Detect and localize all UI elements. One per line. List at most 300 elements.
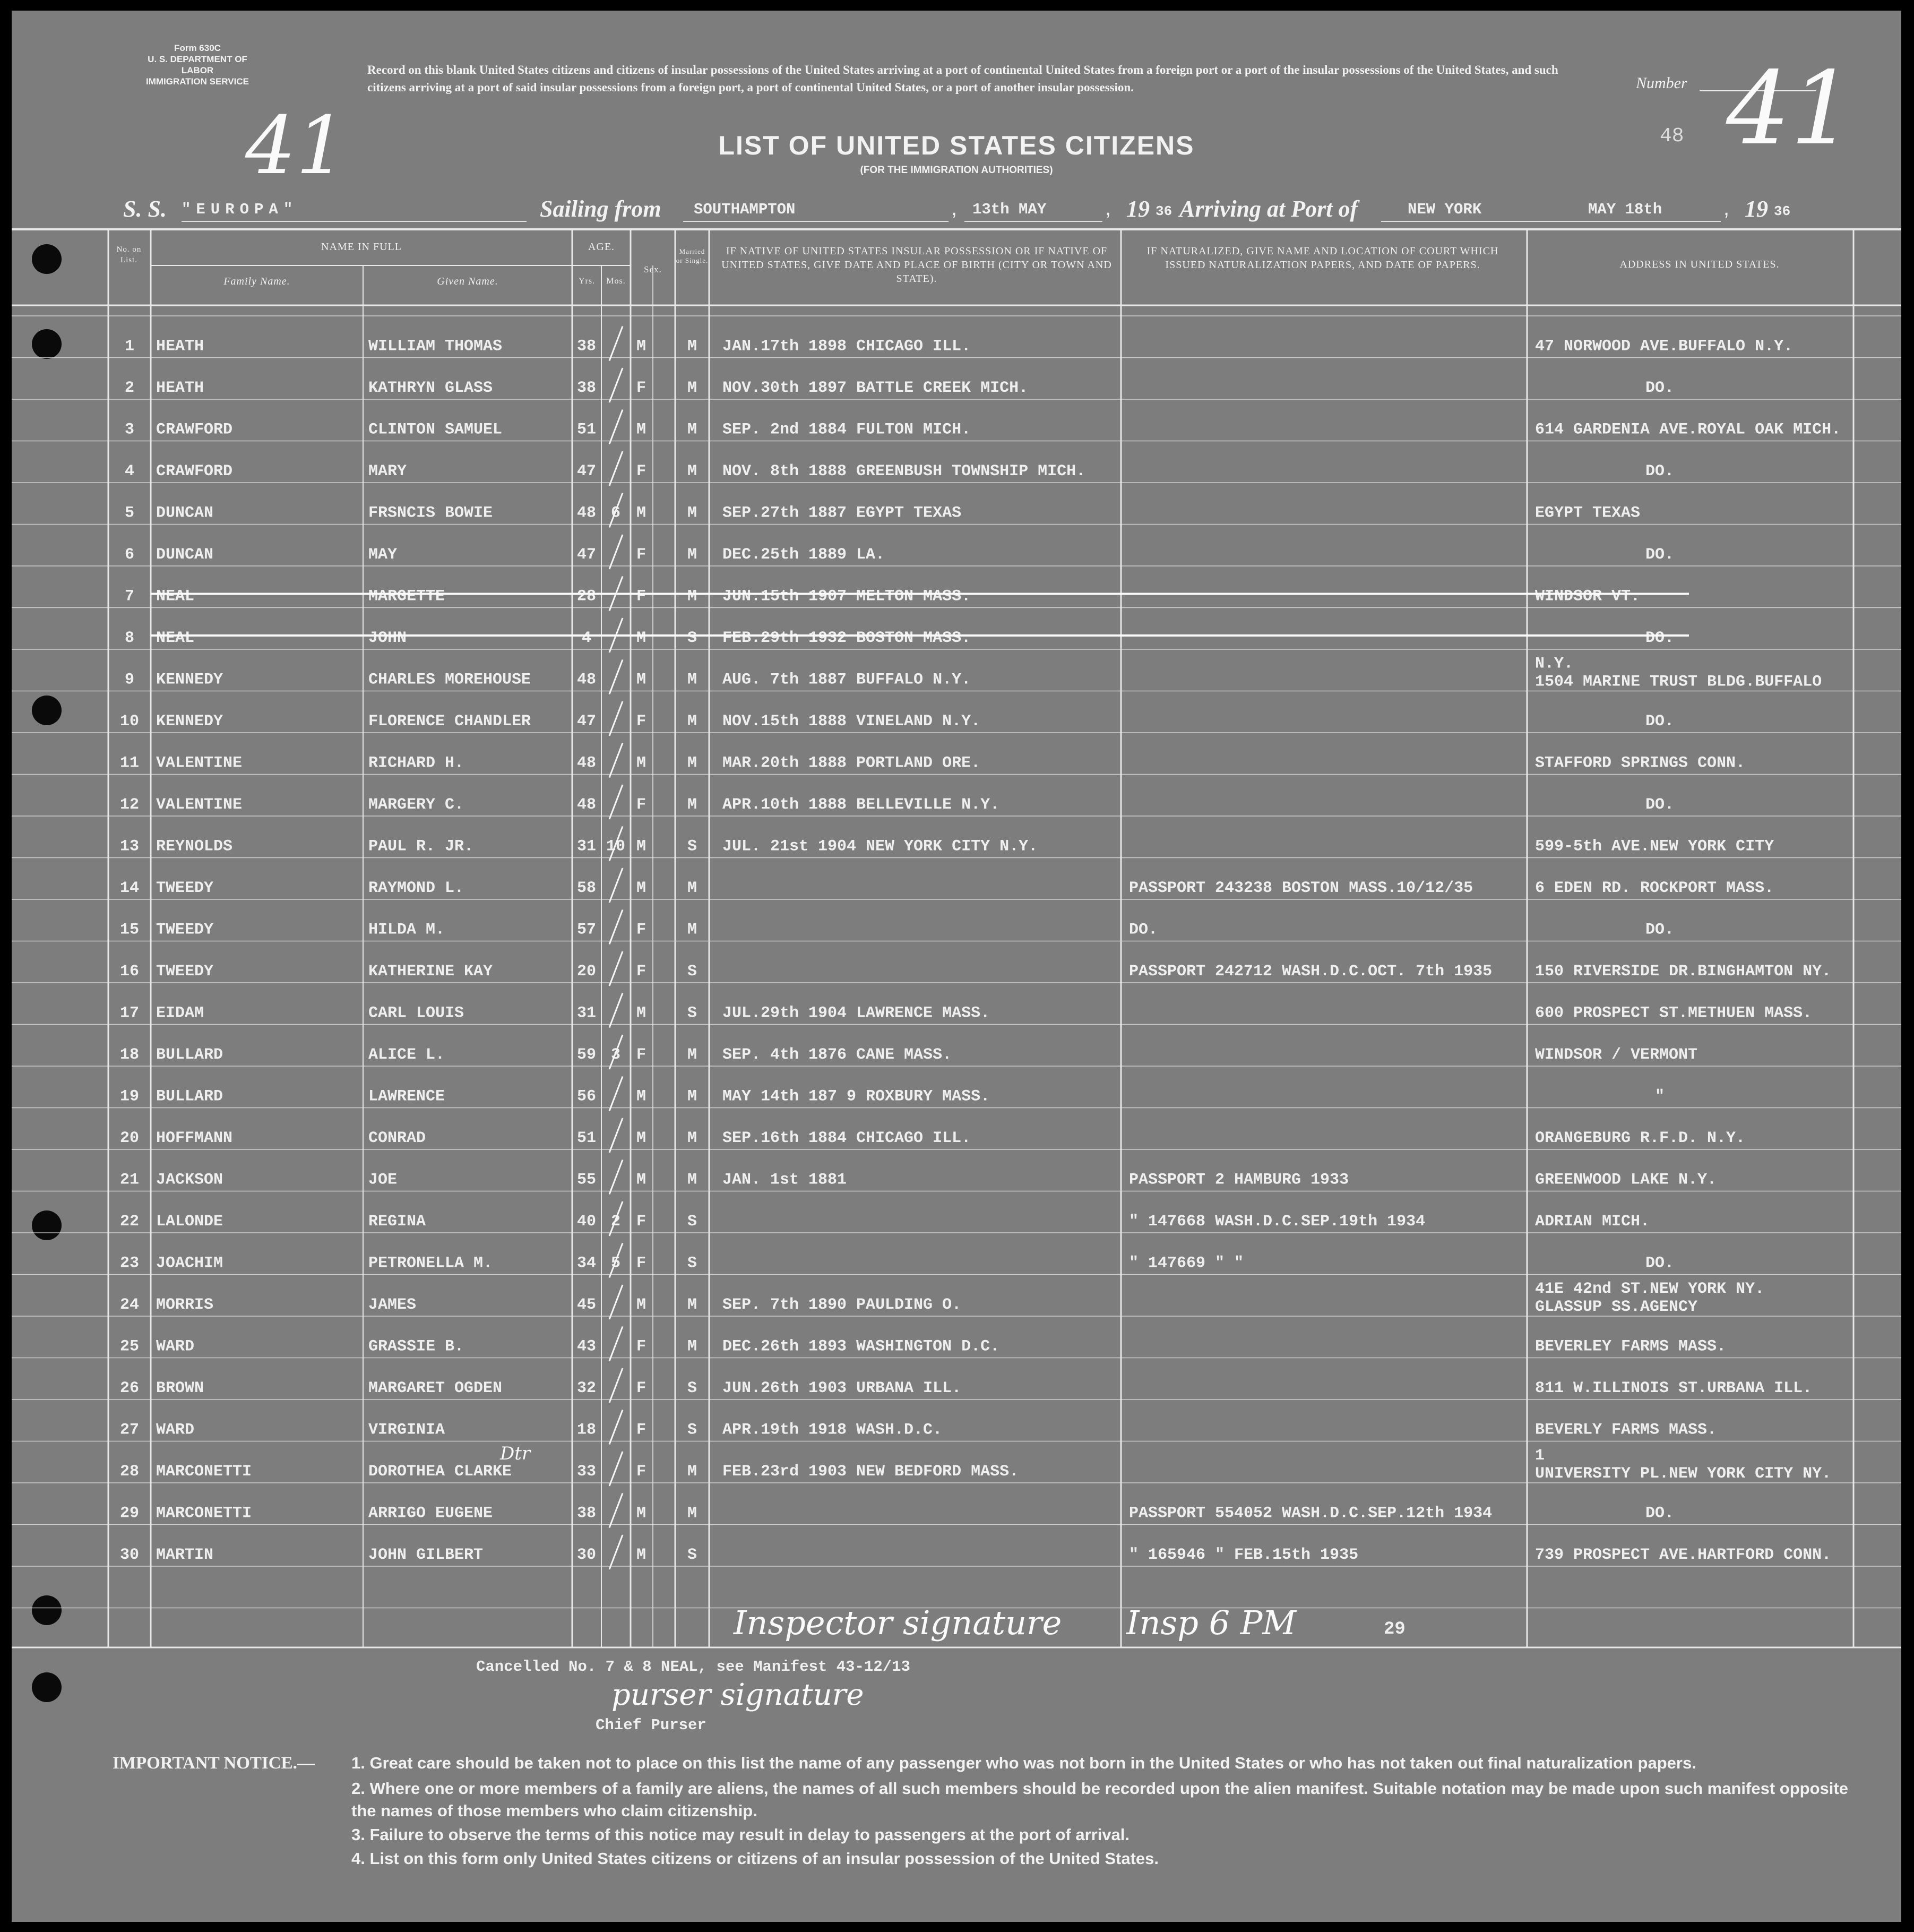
age-years: 4 (581, 629, 592, 647)
sex: M (636, 420, 646, 439)
address: 47 NORWOOD AVE.BUFFALO N.Y. (1535, 337, 1794, 356)
inspector-tick-mark (609, 1118, 623, 1153)
col-header-birth: IF NATIVE OF UNITED STATES INSULAR POSSESSION OR IF NATIVE OF UNITED STATES, GIVE DATE AND PLACE OF BIRTH (CITY OR TOWN AND STATE). (721, 245, 1112, 285)
given-name: ALICE L. (368, 1046, 445, 1064)
marital-status: M (687, 1296, 697, 1314)
marital-status: M (687, 879, 697, 897)
birth-info: MAR.20th 1888 PORTLAND ORE. (722, 754, 981, 772)
age-months: 5 (610, 1254, 621, 1273)
given-name: FRSNCIS BOWIE (368, 504, 493, 522)
age-years: 28 (576, 587, 597, 606)
sailing-from-label: Sailing from (540, 196, 661, 222)
notice-3: 3. Failure to observe the terms of this notice may result in delay to passengers at the port of arrival. (351, 1825, 1130, 1844)
row-number: 18 (119, 1046, 140, 1064)
birth-info: DEC.25th 1889 LA. (722, 546, 885, 564)
inspector-tick-mark (609, 368, 623, 402)
marital-status: S (687, 963, 697, 981)
arrive-date: MAY 18th (1588, 201, 1662, 218)
inspector-tick-mark (609, 1410, 623, 1445)
sex: F (636, 921, 646, 939)
address: UNIVERSITY PL.NEW YORK CITY NY. (1535, 1465, 1832, 1483)
family-name: NEAL (156, 587, 195, 606)
given-name: LAWRENCE (368, 1087, 445, 1106)
notice-4: 4. List on this form only United States citizens or citizens of an insular possession of the United States. (351, 1849, 1159, 1868)
family-name: VALENTINE (156, 754, 243, 772)
inspector-tick-mark (609, 1285, 623, 1319)
family-name: BULLARD (156, 1087, 223, 1106)
marital-status: M (687, 671, 697, 689)
age-years: 40 (576, 1213, 597, 1231)
birth-info: SEP. 2nd 1884 FULTON MICH. (722, 420, 971, 439)
age-years: 47 (576, 712, 597, 731)
address: 739 PROSPECT AVE.HARTFORD CONN. (1535, 1546, 1832, 1564)
ship-name: "EUROPA" (182, 201, 298, 218)
given-name: CONRAD (368, 1129, 426, 1147)
family-name: EIDAM (156, 1004, 204, 1023)
age-years: 45 (576, 1296, 597, 1314)
row-number: 8 (124, 629, 135, 647)
given-name: CHARLES MOREHOUSE (368, 671, 531, 689)
age-years: 48 (576, 754, 597, 772)
ss-label: S. S. (123, 196, 167, 222)
arrive-port: NEW YORK (1408, 201, 1482, 218)
family-name: HEATH (156, 337, 204, 356)
sex: M (636, 837, 646, 856)
given-name: JOHN (368, 629, 407, 647)
address: BEVERLEY FARMS MASS. (1535, 1337, 1727, 1356)
age-months: 6 (610, 504, 621, 522)
inspector-tick-mark (609, 535, 623, 569)
service: IMMIGRATION SERVICE (146, 76, 249, 87)
inspector-tick-mark (609, 743, 623, 778)
number-label: Number (1636, 74, 1687, 92)
family-name: LALONDE (156, 1213, 223, 1231)
row-number: 21 (119, 1171, 140, 1189)
age-years: 55 (576, 1171, 597, 1189)
col-header-address: ADDRESS IN UNITED STATES. (1619, 259, 1780, 270)
sex: F (636, 963, 646, 981)
inspector-tick-mark (609, 451, 623, 486)
sex: F (636, 712, 646, 731)
marital-status: M (687, 1504, 697, 1523)
row-number: 11 (119, 754, 140, 772)
address: DO. (1645, 1504, 1675, 1523)
naturalization-info: " 147669 " " (1129, 1254, 1244, 1273)
family-name: CRAWFORD (156, 462, 233, 480)
inspector-tick-mark (609, 868, 623, 903)
birth-info: JUN.15th 1907 MELTON MASS. (722, 587, 971, 606)
marital-status: S (687, 1213, 697, 1231)
sex: F (636, 546, 646, 564)
inspector-tick-mark (609, 660, 623, 694)
family-name: CRAWFORD (156, 420, 233, 439)
row-number: 15 (119, 921, 140, 939)
inspector-tick-mark (609, 993, 623, 1028)
marital-status: S (687, 837, 697, 856)
naturalization-info: PASSPORT 243238 BOSTON MASS.10/12/35 (1129, 879, 1473, 897)
naturalization-info: " 147668 WASH.D.C.SEP.19th 1934 (1129, 1213, 1426, 1231)
sex: M (636, 504, 646, 522)
age-years: 51 (576, 1129, 597, 1147)
row-number: 16 (119, 963, 140, 981)
address: 600 PROSPECT ST.METHUEN MASS. (1535, 1004, 1813, 1023)
address: BEVERLY FARMS MASS. (1535, 1421, 1717, 1439)
marital-status: M (687, 337, 697, 356)
col-header-yrs: Yrs. (578, 277, 596, 286)
marital-status: S (687, 1379, 697, 1397)
row-number: 25 (119, 1337, 140, 1356)
row-number: 10 (119, 712, 140, 731)
given-name: MARGARET OGDEN (368, 1379, 503, 1397)
family-name: JACKSON (156, 1171, 223, 1189)
address: DO. (1645, 629, 1675, 647)
col-header-mos: Mos. (606, 277, 626, 286)
col-header-sex: Sex. (644, 264, 662, 274)
sail-year: 36 (1156, 203, 1172, 219)
birth-info: JUL.29th 1904 LAWRENCE MASS. (722, 1004, 990, 1023)
col-header-family: Family Name. (223, 276, 290, 287)
address: 811 W.ILLINOIS ST.URBANA ILL. (1535, 1379, 1813, 1397)
inspector-tick-mark (609, 951, 623, 986)
form-title: LIST OF UNITED STATES CITIZENS (718, 131, 1195, 160)
given-name: MARGERY C. (368, 796, 464, 814)
sex: M (636, 1546, 646, 1564)
notice-title: IMPORTANT NOTICE.— (113, 1754, 315, 1773)
inspector-tick-mark (609, 327, 623, 361)
col-header-married: Married or Single. (676, 247, 709, 264)
given-name: PAUL R. JR. (368, 837, 474, 856)
address-line-2: 41E 42nd ST.NEW YORK NY. (1535, 1280, 1765, 1298)
inspector-tick-mark (609, 1452, 623, 1486)
given-name: JAMES (368, 1296, 417, 1314)
birth-info: DEC.26th 1893 WASHINGTON D.C. (722, 1337, 1000, 1356)
marital-status: M (687, 379, 697, 397)
sex: F (636, 1421, 646, 1439)
sex: M (636, 629, 646, 647)
sex: M (636, 1004, 646, 1023)
sex: F (636, 462, 646, 480)
age-months: 2 (610, 1213, 621, 1231)
family-name: HOFFMANN (156, 1129, 233, 1147)
form-subtitle: (FOR THE IMMIGRATION AUTHORITIES) (860, 165, 1053, 176)
inspector-tick-mark (609, 1077, 623, 1111)
handwritten-corner-number: 41 (245, 100, 347, 192)
sail-date: 13th MAY (972, 201, 1047, 218)
age-years: 48 (576, 671, 597, 689)
row-number: 2 (124, 379, 135, 397)
address: DO. (1645, 796, 1675, 814)
row-number: 22 (119, 1213, 140, 1231)
row-number: 26 (119, 1379, 140, 1397)
address: DO. (1645, 462, 1675, 480)
naturalization-info: " 165946 " FEB.15th 1935 (1129, 1546, 1359, 1564)
given-name: HILDA M. (368, 921, 445, 939)
sex: F (636, 1463, 646, 1481)
marital-status: M (687, 1463, 697, 1481)
marital-status: M (687, 546, 697, 564)
address: 1504 MARINE TRUST BLDG.BUFFALO (1535, 673, 1822, 691)
from-port: SOUTHAMPTON (694, 201, 796, 218)
birth-info: SEP. 7th 1890 PAULDING O. (722, 1296, 962, 1314)
inspector-tick-mark (609, 701, 623, 736)
inspector-tick-mark (609, 1160, 623, 1195)
purser-signature: purser signature (611, 1678, 864, 1712)
sex: M (636, 1504, 646, 1523)
address: EGYPT TEXAS (1535, 504, 1641, 522)
given-name: DOROTHEA CLARKE (368, 1463, 512, 1481)
row-number: 23 (119, 1254, 140, 1273)
age-years: 59 (576, 1046, 597, 1064)
col-header-no: No. on List. (116, 245, 142, 264)
age-years: 31 (576, 837, 597, 856)
family-name: MARCONETTI (156, 1463, 252, 1481)
inspector-signature: Inspector signature (734, 1603, 1062, 1642)
sex: M (636, 671, 646, 689)
given-name: GRASSIE B. (368, 1337, 464, 1356)
given-name: MARY (368, 462, 407, 480)
address: " (1654, 1087, 1665, 1106)
given-name: KATHRYN GLASS (368, 379, 493, 397)
inspector-tick-mark (609, 410, 623, 444)
address: WINDSOR VT. (1535, 587, 1641, 606)
marital-status: M (687, 1337, 697, 1356)
year-prefix-2: 19 (1745, 196, 1768, 222)
given-name: RICHARD H. (368, 754, 464, 772)
family-name: MARTIN (156, 1546, 214, 1564)
address: 6 EDEN RD. ROCKPORT MASS. (1535, 879, 1774, 897)
birth-info: JAN.17th 1898 CHICAGO ILL. (722, 337, 971, 356)
age-years: 32 (576, 1379, 597, 1397)
family-name: TWEEDY (156, 879, 214, 897)
given-name: MARGETTE (368, 587, 445, 606)
row-number: 30 (119, 1546, 140, 1564)
year-prefix-1: 19 (1126, 196, 1150, 222)
marital-status: M (687, 712, 697, 731)
birth-info: SEP.27th 1887 EGYPT TEXAS (722, 504, 962, 522)
age-years: 43 (576, 1337, 597, 1356)
sex: M (636, 879, 646, 897)
family-name: NEAL (156, 629, 195, 647)
age-years: 33 (576, 1463, 597, 1481)
birth-info: FEB.29th 1932 BOSTON MASS. (722, 629, 971, 647)
sex: M (636, 337, 646, 356)
row-number: 19 (119, 1087, 140, 1106)
birth-info: APR.19th 1918 WASH.D.C. (722, 1421, 943, 1439)
sex: M (636, 1296, 646, 1314)
row-number: 4 (124, 462, 135, 480)
row-number: 29 (119, 1504, 140, 1523)
age-years: 38 (576, 1504, 597, 1523)
age-years: 18 (576, 1421, 597, 1439)
row-number: 24 (119, 1296, 140, 1314)
age-years: 48 (576, 504, 597, 522)
age-years: 38 (576, 379, 597, 397)
sex: F (636, 1337, 646, 1356)
family-name: HEATH (156, 379, 204, 397)
age-years: 57 (576, 921, 597, 939)
family-name: MARCONETTI (156, 1504, 252, 1523)
row-number: 14 (119, 879, 140, 897)
birth-info: APR.10th 1888 BELLEVILLE N.Y. (722, 796, 1000, 814)
family-name: WARD (156, 1337, 195, 1356)
family-name: KENNEDY (156, 712, 223, 731)
row-number: 5 (124, 504, 135, 522)
family-name: DUNCAN (156, 504, 214, 522)
age-months: 3 (610, 1046, 621, 1064)
sex: F (636, 1046, 646, 1064)
family-name: REYNOLDS (156, 837, 233, 856)
sex: F (636, 1379, 646, 1397)
cancelled-note: Cancelled No. 7 & 8 NEAL, see Manifest 43-12/13 (476, 1658, 910, 1676)
marital-status: S (687, 1004, 697, 1023)
birth-info: NOV.15th 1888 VINELAND N.Y. (722, 712, 981, 731)
given-name: REGINA (368, 1213, 426, 1231)
inspector-tick-mark (609, 1535, 623, 1569)
sex: M (636, 1129, 646, 1147)
inspector-tick-mark (609, 785, 623, 819)
row-number: 7 (124, 587, 135, 606)
birth-info: SEP. 4th 1876 CANE MASS. (722, 1046, 952, 1064)
voyage-line: S. S. "EUROPA" Sailing from SOUTHAMPTON , 13th MAY , 19 36 Arriving at Port of NEW YORK MAY 18th , 19 36 (123, 196, 1791, 222)
family-name: KENNEDY (156, 671, 223, 689)
birth-info: NOV.30th 1897 BATTLE CREEK MICH. (722, 379, 1029, 397)
naturalization-info: PASSPORT 2 HAMBURG 1933 (1129, 1171, 1349, 1189)
given-name: KATHERINE KAY (368, 963, 493, 981)
manifest-sheet (12, 11, 1901, 1922)
row-number: 9 (124, 671, 135, 689)
sex: F (636, 379, 646, 397)
row-number: 13 (119, 837, 140, 856)
address: DO. (1645, 712, 1675, 731)
sex: F (636, 587, 646, 606)
address: GREENWOOD LAKE N.Y. (1535, 1171, 1717, 1189)
address: DO. (1645, 921, 1675, 939)
naturalization-info: PASSPORT 554052 WASH.D.C.SEP.12th 1934 (1129, 1504, 1493, 1523)
address: WINDSOR / VERMONT (1535, 1046, 1698, 1064)
department: U. S. DEPARTMENT OF LABOR (148, 54, 247, 75)
family-name: WARD (156, 1421, 195, 1439)
age-years: 48 (576, 796, 597, 814)
address: 599-5th AVE.NEW YORK CITY (1535, 837, 1774, 856)
inspector-tick-mark (609, 1493, 623, 1528)
given-name: CARL LOUIS (368, 1004, 464, 1023)
address: 150 RIVERSIDE DR.BINGHAMTON NY. (1535, 963, 1832, 981)
given-name: MAY (368, 546, 398, 564)
family-name: MORRIS (156, 1296, 214, 1314)
age-years: 56 (576, 1087, 597, 1106)
marital-status: M (687, 1046, 697, 1064)
form-instructions: Record on this blank United States citizens and citizens of insular possessions of the United States arriving at a port of continental United States from a foreign port or a port of the insular possessions of the United States, and such citizens arriving at a port of said insular possessions from a foreign port, a port of continental United States, or a port of another insular possession. (367, 63, 1558, 94)
address: DO. (1645, 379, 1675, 397)
marital-status: M (687, 1129, 697, 1147)
col-header-name-in-full: NAME IN FULL (321, 241, 402, 253)
inspector-tick-mark (609, 1368, 623, 1403)
given-name: JOE (368, 1171, 398, 1189)
inspector-tick-mark (609, 910, 623, 944)
address: STAFFORD SPRINGS CONN. (1535, 754, 1746, 772)
birth-info: MAY 14th 187 9 ROXBURY MASS. (722, 1087, 990, 1106)
row-number: 20 (119, 1129, 140, 1147)
birth-info: JUN.26th 1903 URBANA ILL. (722, 1379, 962, 1397)
birth-info: NOV. 8th 1888 GREENBUSH TOWNSHIP MICH. (722, 462, 1086, 480)
address: ADRIAN MICH. (1535, 1213, 1650, 1231)
marital-status: M (687, 587, 697, 606)
age-years: 58 (576, 879, 597, 897)
marital-status: M (687, 1087, 697, 1106)
marital-status: M (687, 420, 697, 439)
age-years: 31 (576, 1004, 597, 1023)
address: DO. (1645, 546, 1675, 564)
row-number: 28 (119, 1463, 140, 1481)
number-handwritten: 41 (1726, 50, 1855, 167)
row-number: 6 (124, 546, 135, 564)
age-years: 20 (576, 963, 597, 981)
address: GLASSUP SS.AGENCY (1535, 1298, 1698, 1316)
given-name: FLORENCE CHANDLER (368, 712, 531, 731)
marital-status: S (687, 1421, 697, 1439)
family-name: JOACHIM (156, 1254, 223, 1273)
given-name: PETRONELLA M. (368, 1254, 493, 1273)
col-header-age: AGE. (588, 241, 615, 253)
sex: M (636, 754, 646, 772)
age-years: 30 (576, 1546, 597, 1564)
marital-status: S (687, 629, 697, 647)
address-line-2: N.Y. (1535, 655, 1574, 673)
purser-title: Chief Purser (596, 1716, 706, 1734)
sex: F (636, 1254, 646, 1273)
arrive-year: 36 (1774, 203, 1791, 219)
row-number: 3 (124, 420, 135, 439)
sex: M (636, 1087, 646, 1106)
annotation-dtr: Dtr (500, 1443, 531, 1464)
row-number: 12 (119, 796, 140, 814)
birth-info: FEB.23rd 1903 NEW BEDFORD MASS. (722, 1463, 1019, 1481)
sex: F (636, 796, 646, 814)
age-years: 51 (576, 420, 597, 439)
age-years: 47 (576, 546, 597, 564)
marital-status: M (687, 921, 697, 939)
given-name: CLINTON SAMUEL (368, 420, 503, 439)
marital-status: M (687, 754, 697, 772)
count-stamp: 29 (1384, 1619, 1406, 1639)
col-header-naturalization: IF NATURALIZED, GIVE NAME AND LOCATION OF COURT WHICH ISSUED NATURALIZATION PAPERS, AND DATE OF PAPERS. (1146, 245, 1499, 271)
family-name: TWEEDY (156, 963, 214, 981)
marital-status: S (687, 1254, 697, 1273)
marital-status: M (687, 796, 697, 814)
address: ORANGEBURG R.F.D. N.Y. (1535, 1129, 1746, 1147)
age-years: 47 (576, 462, 597, 480)
marital-status: M (687, 504, 697, 522)
inspector-note: Insp 6 PM (1126, 1603, 1296, 1642)
given-name: JOHN GILBERT (368, 1546, 484, 1564)
row-number: 27 (119, 1421, 140, 1439)
notice-1: 1. Great care should be taken not to place on this list the name of any passenger who was not born in the United States or who has not taken out final naturalization papers. (351, 1754, 1696, 1772)
marital-status: S (687, 1546, 697, 1564)
family-name: BROWN (156, 1379, 204, 1397)
row-number: 1 (124, 337, 135, 356)
inspector-tick-mark (609, 1327, 623, 1361)
family-name: TWEEDY (156, 921, 214, 939)
sex: M (636, 1171, 646, 1189)
marital-status: M (687, 1171, 697, 1189)
address-line-2: 1 (1535, 1447, 1545, 1465)
age-years: 34 (576, 1254, 597, 1273)
birth-info: JAN. 1st 1881 (722, 1171, 847, 1189)
birth-info: AUG. 7th 1887 BUFFALO N.Y. (722, 671, 971, 689)
given-name: WILLIAM THOMAS (368, 337, 503, 356)
given-name: RAYMOND L. (368, 879, 464, 897)
arriving-label: Arriving at Port of (1179, 196, 1358, 222)
